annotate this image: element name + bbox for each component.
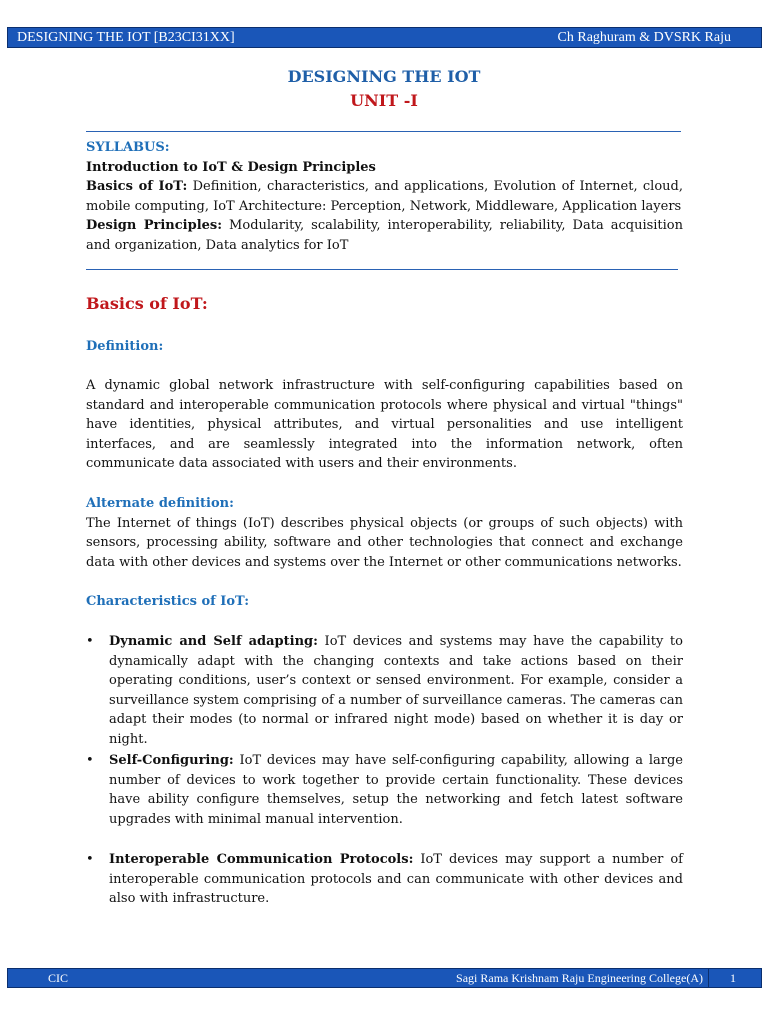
list-item	[86, 850, 683, 909]
definition-heading: Definition:	[86, 339, 164, 354]
definition-text: A dynamic global network infrastructure with self-configuring capabilities based on standard and interoperable communication protocols where physical and virtual "things" have identities, physical attributes, and virtual personalities and use intelligent interfaces, and are seamlessly integrated into the information network, often communicate data associated with users and their environments.	[86, 378, 683, 472]
syllabus-block	[86, 138, 683, 256]
bullet-icon: •	[86, 852, 94, 867]
syllabus-design-text: Modularity, scalability, interoperability, reliability, Data acquisition and organization, Data analytics for IoT	[86, 218, 684, 253]
characteristic-label: Interoperable Communication Protocols:	[109, 852, 414, 867]
footer-college: Sagi Rama Krishnam Raju Engineering College(A)	[456, 971, 703, 985]
header-course: DESIGNING THE IOT [B23CI31XX]	[17, 29, 235, 45]
syllabus-basics	[86, 177, 683, 216]
characteristic-label: Self-Configuring:	[109, 753, 234, 768]
bullet-icon: •	[86, 634, 94, 649]
footer-left: CIC	[48, 971, 69, 985]
characteristic-1	[86, 632, 683, 750]
title-block	[0, 66, 768, 114]
characteristics-heading-wrap	[86, 592, 683, 612]
characteristic-label: Dynamic and Self adapting:	[109, 634, 318, 649]
syllabus-heading: SYLLABUS:	[86, 140, 170, 155]
characteristic-3	[86, 850, 683, 909]
characteristic-text: IoT devices and systems may have the capability to dynamically adapt with the changing contexts and take actions based on their operating conditions, user’s context or sensed environment. For example, consider a surveillance system comprising of a number of surveillance cameras. The cameras can adapt their modes (to normal or infrared night mode) based on whether it is day or night.	[109, 634, 683, 747]
page-header	[7, 27, 762, 48]
document-title: DESIGNING THE IOT	[287, 67, 481, 86]
top-rule	[86, 131, 681, 132]
section-title-wrap	[86, 294, 683, 314]
section-title: Basics of IoT:	[86, 294, 208, 313]
bottom-rule	[86, 269, 678, 270]
list-item	[86, 751, 683, 829]
list-item	[86, 632, 683, 750]
alt-definition-heading: Alternate definition:	[86, 496, 234, 511]
alt-definition-block	[86, 494, 683, 572]
footer-divider	[708, 969, 709, 987]
syllabus-design	[86, 216, 683, 255]
characteristic-text: IoT devices may have self-configuring capability, allowing a large number of devices to work together to provide certain functionality. These devices have ability configure themselves, setup the networking and fetch latest software upgrades with minimal manual intervention.	[109, 753, 683, 827]
definition-block	[86, 337, 683, 357]
page-number: 1	[730, 971, 736, 985]
page-footer	[7, 968, 762, 988]
bullet-icon: •	[86, 753, 94, 768]
unit-title: UNIT -I	[350, 91, 418, 110]
syllabus-design-label: Design Principles:	[86, 218, 223, 234]
syllabus-basics-label: Basics of IoT:	[86, 179, 188, 195]
header-authors: Ch Raghuram & DVSRK Raju	[557, 29, 731, 45]
characteristics-heading: Characteristics of IoT:	[86, 594, 250, 609]
syllabus-basics-text: Definition, characteristics, and applications, Evolution of Internet, cloud, mobile computing, IoT Architecture: Perception, Network, Middleware, Application layers	[86, 179, 683, 214]
characteristic-2	[86, 751, 683, 829]
syllabus-subtitle: Introduction to IoT & Design Principles	[86, 159, 376, 175]
definition-text-block	[86, 376, 683, 474]
characteristic-text: IoT devices may support a number of interoperable communication protocols and can communicate with other devices and also with infrastructure.	[109, 852, 683, 907]
alt-definition-text: The Internet of things (IoT) describes physical objects (or groups of such objects) with sensors, processing ability, software and other technologies that connect and exchange data with other devices and systems over the Internet or other communications networks.	[86, 515, 683, 570]
